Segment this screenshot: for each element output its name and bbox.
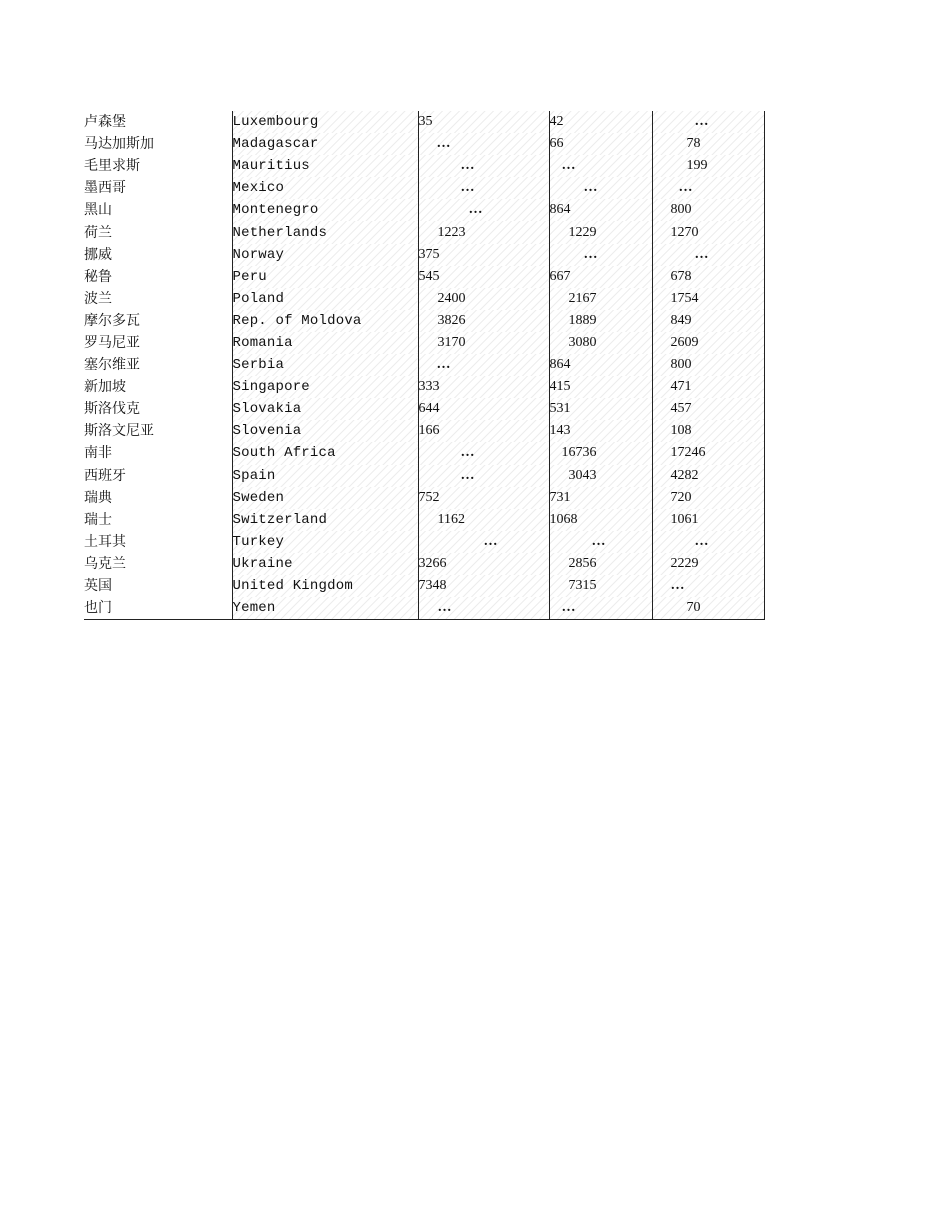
value-cell-col3: 1754 xyxy=(652,288,764,310)
country-name-chinese: 南非 xyxy=(84,442,232,464)
country-name-english: South Africa xyxy=(232,442,418,464)
country-name-chinese: 土耳其 xyxy=(84,531,232,553)
country-name-chinese: 也门 xyxy=(84,597,232,620)
value-cell-col3: 78 xyxy=(652,133,764,155)
value-cell-col1: … xyxy=(418,465,549,487)
country-name-chinese: 秘鲁 xyxy=(84,266,232,288)
value-cell-col1: 166 xyxy=(418,420,549,442)
value-cell-col1: … xyxy=(418,442,549,464)
table-row xyxy=(84,155,764,177)
value-cell-col3: 4282 xyxy=(652,465,764,487)
country-name-chinese: 毛里求斯 xyxy=(84,155,232,177)
value-cell-col3: 1061 xyxy=(652,509,764,531)
table-row xyxy=(84,597,764,620)
value-cell-col2: 864 xyxy=(549,199,652,221)
value-cell-col3: 199 xyxy=(652,155,764,177)
value-cell-col3: 471 xyxy=(652,376,764,398)
value-cell-col2: 7315 xyxy=(549,575,652,597)
value-cell-col1: 35 xyxy=(418,111,549,133)
data-table xyxy=(84,111,765,620)
country-name-chinese: 新加坡 xyxy=(84,376,232,398)
value-cell-col1: 7348 xyxy=(418,575,549,597)
value-cell-col1: … xyxy=(418,133,549,155)
value-cell-col3: 800 xyxy=(652,354,764,376)
country-name-chinese: 斯洛文尼亚 xyxy=(84,420,232,442)
country-name-english: Poland xyxy=(232,288,418,310)
country-name-english: Turkey xyxy=(232,531,418,553)
value-cell-col1: 1223 xyxy=(418,221,549,243)
value-cell-col1: 3266 xyxy=(418,553,549,575)
value-cell-col2: 66 xyxy=(549,133,652,155)
country-name-english: Norway xyxy=(232,244,418,266)
country-name-chinese: 荷兰 xyxy=(84,221,232,243)
country-name-english: Peru xyxy=(232,266,418,288)
value-cell-col2: 42 xyxy=(549,111,652,133)
value-cell-col2: 16736 xyxy=(549,442,652,464)
value-cell-col2: 3043 xyxy=(549,465,652,487)
country-name-chinese: 罗马尼亚 xyxy=(84,332,232,354)
value-cell-col1: 2400 xyxy=(418,288,549,310)
country-name-english: Mauritius xyxy=(232,155,418,177)
country-name-english: Slovakia xyxy=(232,398,418,420)
value-cell-col2: 2856 xyxy=(549,553,652,575)
country-name-chinese: 波兰 xyxy=(84,288,232,310)
country-name-english: Rep. of Moldova xyxy=(232,310,418,332)
country-name-english: Luxembourg xyxy=(232,111,418,133)
value-cell-col2: 531 xyxy=(549,398,652,420)
table-row xyxy=(84,244,764,266)
table-row xyxy=(84,442,764,464)
table-body xyxy=(84,111,764,620)
table-row xyxy=(84,332,764,354)
table-row xyxy=(84,509,764,531)
country-name-english: Montenegro xyxy=(232,199,418,221)
value-cell-col3: … xyxy=(652,244,764,266)
value-cell-col3: … xyxy=(652,111,764,133)
table-row xyxy=(84,553,764,575)
value-cell-col1: … xyxy=(418,354,549,376)
country-name-chinese: 乌克兰 xyxy=(84,553,232,575)
spreadsheet-sheet xyxy=(84,111,764,620)
country-name-english: Ukraine xyxy=(232,553,418,575)
country-name-chinese: 黑山 xyxy=(84,199,232,221)
value-cell-col1: 644 xyxy=(418,398,549,420)
country-name-english: Switzerland xyxy=(232,509,418,531)
country-name-english: Yemen xyxy=(232,597,418,620)
table-row xyxy=(84,575,764,597)
value-cell-col3: … xyxy=(652,531,764,553)
value-cell-col3: 720 xyxy=(652,487,764,509)
table-row xyxy=(84,288,764,310)
value-cell-col3: 1270 xyxy=(652,221,764,243)
country-name-english: United Kingdom xyxy=(232,575,418,597)
country-name-chinese: 卢森堡 xyxy=(84,111,232,133)
value-cell-col3: 457 xyxy=(652,398,764,420)
value-cell-col1: … xyxy=(418,199,549,221)
value-cell-col2: 1229 xyxy=(549,221,652,243)
table-row xyxy=(84,531,764,553)
country-name-chinese: 摩尔多瓦 xyxy=(84,310,232,332)
country-name-english: Serbia xyxy=(232,354,418,376)
value-cell-col2: 2167 xyxy=(549,288,652,310)
value-cell-col2: 143 xyxy=(549,420,652,442)
table-row xyxy=(84,199,764,221)
table-row xyxy=(84,398,764,420)
country-name-chinese: 斯洛伐克 xyxy=(84,398,232,420)
table-row xyxy=(84,133,764,155)
country-name-chinese: 墨西哥 xyxy=(84,177,232,199)
country-name-english: Romania xyxy=(232,332,418,354)
value-cell-col3: 678 xyxy=(652,266,764,288)
value-cell-col3: 849 xyxy=(652,310,764,332)
value-cell-col2: 1889 xyxy=(549,310,652,332)
value-cell-col2: … xyxy=(549,597,652,620)
country-name-chinese: 瑞典 xyxy=(84,487,232,509)
country-name-english: Netherlands xyxy=(232,221,418,243)
value-cell-col3: 70 xyxy=(652,597,764,620)
table-row xyxy=(84,310,764,332)
value-cell-col1: 545 xyxy=(418,266,549,288)
country-name-chinese: 塞尔维亚 xyxy=(84,354,232,376)
value-cell-col2: … xyxy=(549,244,652,266)
table-row xyxy=(84,465,764,487)
country-name-chinese: 英国 xyxy=(84,575,232,597)
table-row xyxy=(84,354,764,376)
country-name-english: Slovenia xyxy=(232,420,418,442)
value-cell-col2: … xyxy=(549,177,652,199)
value-cell-col3: … xyxy=(652,177,764,199)
value-cell-col1: 3826 xyxy=(418,310,549,332)
value-cell-col3: 2229 xyxy=(652,553,764,575)
table-row xyxy=(84,376,764,398)
value-cell-col2: 667 xyxy=(549,266,652,288)
value-cell-col3: 17246 xyxy=(652,442,764,464)
value-cell-col2: … xyxy=(549,531,652,553)
value-cell-col1: … xyxy=(418,597,549,620)
table-row xyxy=(84,221,764,243)
value-cell-col1: … xyxy=(418,177,549,199)
country-name-english: Mexico xyxy=(232,177,418,199)
value-cell-col1: … xyxy=(418,531,549,553)
value-cell-col1: … xyxy=(418,155,549,177)
value-cell-col3: … xyxy=(652,575,764,597)
value-cell-col2: … xyxy=(549,155,652,177)
country-name-chinese: 瑞士 xyxy=(84,509,232,531)
table-row xyxy=(84,111,764,133)
country-name-english: Singapore xyxy=(232,376,418,398)
country-name-english: Madagascar xyxy=(232,133,418,155)
value-cell-col3: 2609 xyxy=(652,332,764,354)
country-name-english: Sweden xyxy=(232,487,418,509)
value-cell-col1: 375 xyxy=(418,244,549,266)
value-cell-col2: 1068 xyxy=(549,509,652,531)
country-name-english: Spain xyxy=(232,465,418,487)
value-cell-col2: 3080 xyxy=(549,332,652,354)
value-cell-col1: 3170 xyxy=(418,332,549,354)
value-cell-col3: 108 xyxy=(652,420,764,442)
value-cell-col1: 333 xyxy=(418,376,549,398)
value-cell-col1: 752 xyxy=(418,487,549,509)
table-row xyxy=(84,177,764,199)
country-name-chinese: 西班牙 xyxy=(84,465,232,487)
value-cell-col3: 800 xyxy=(652,199,764,221)
table-row xyxy=(84,487,764,509)
country-name-chinese: 马达加斯加 xyxy=(84,133,232,155)
value-cell-col2: 731 xyxy=(549,487,652,509)
value-cell-col2: 864 xyxy=(549,354,652,376)
country-name-chinese: 挪威 xyxy=(84,244,232,266)
value-cell-col1: 1162 xyxy=(418,509,549,531)
table-row xyxy=(84,266,764,288)
table-row xyxy=(84,420,764,442)
value-cell-col2: 415 xyxy=(549,376,652,398)
